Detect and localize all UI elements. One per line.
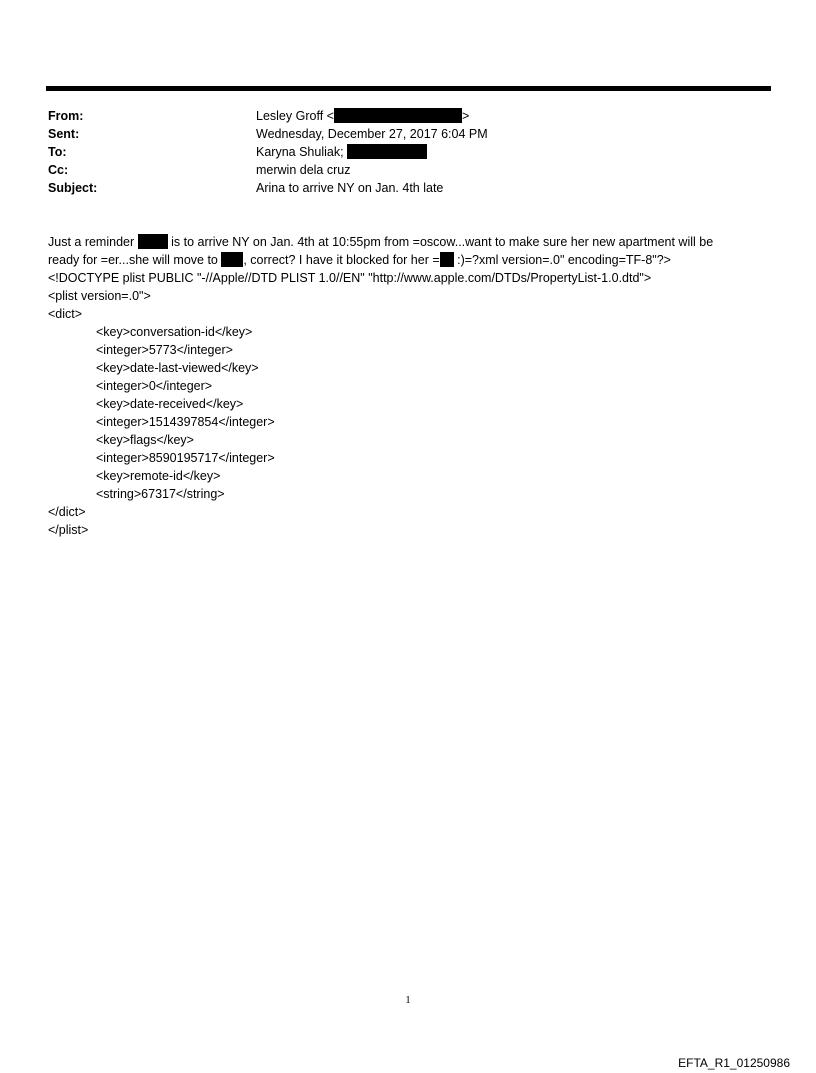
xml-line: <plist version=.0"> [48, 289, 151, 303]
body-text: , correct? I have it blocked for her = [243, 253, 440, 267]
xml-line: <key>flags</key> [96, 433, 194, 447]
email-body [48, 233, 778, 539]
xml-line: <key>remote-id</key> [96, 469, 221, 483]
sent-label: Sent: [48, 127, 80, 141]
body-text: is to arrive NY on Jan. 4th at 10:55pm from =oscow...want to make sure her new apartment will be [171, 235, 714, 249]
document-id: EFTA_R1_01250986 [678, 1056, 790, 1070]
redaction-box [440, 252, 454, 267]
redaction-box [334, 108, 462, 123]
xml-line: <integer>8590195717</integer> [96, 451, 275, 465]
to-value [256, 143, 427, 161]
redaction-box [138, 234, 168, 249]
angle-open: < [326, 109, 334, 123]
xml-line: </dict> [48, 505, 86, 519]
cc-label: Cc: [48, 163, 69, 177]
xml-line: <key>date-received</key> [96, 397, 244, 411]
redaction-box [347, 144, 427, 159]
xml-line: <integer>5773</integer> [96, 343, 233, 357]
sent-value: Wednesday, December 27, 2017 6:04 PM [256, 127, 488, 141]
redaction-box [221, 252, 243, 267]
body-line-2 [48, 251, 778, 269]
body-text: ready for =er...she will move to [48, 253, 218, 267]
subject-value: Arina to arrive NY on Jan. 4th late [256, 181, 444, 195]
subject-label: Subject: [48, 181, 98, 195]
body-text: :)=?xml version=.0" encoding=TF-8"?> [457, 253, 671, 267]
xml-line: <string>67317</string> [96, 487, 225, 501]
xml-line: <dict> [48, 307, 83, 321]
xml-line: <key>conversation-id</key> [96, 325, 253, 339]
sender-name: Lesley Groff [256, 109, 324, 123]
angle-close: > [461, 109, 470, 123]
to-recipient: Karyna Shuliak; [256, 145, 344, 159]
xml-line: <integer>1514397854</integer> [96, 415, 275, 429]
body-text: Just a reminder [48, 235, 135, 249]
xml-line: <key>date-last-viewed</key> [96, 361, 259, 375]
top-rule [46, 86, 771, 91]
xml-line: <integer>0</integer> [96, 379, 213, 393]
from-label: From: [48, 109, 84, 123]
body-line-1 [48, 233, 778, 251]
xml-line: <!DOCTYPE plist PUBLIC "-//Apple//DTD PLIST 1.0//EN" "http://www.apple.com/DTDs/PropertyList-1.0.dtd"> [48, 271, 652, 285]
page-number: 1 [405, 994, 411, 1006]
from-value [256, 107, 469, 125]
cc-value: merwin dela cruz [256, 163, 351, 177]
xml-line: </plist> [48, 523, 89, 537]
to-label: To: [48, 145, 67, 159]
